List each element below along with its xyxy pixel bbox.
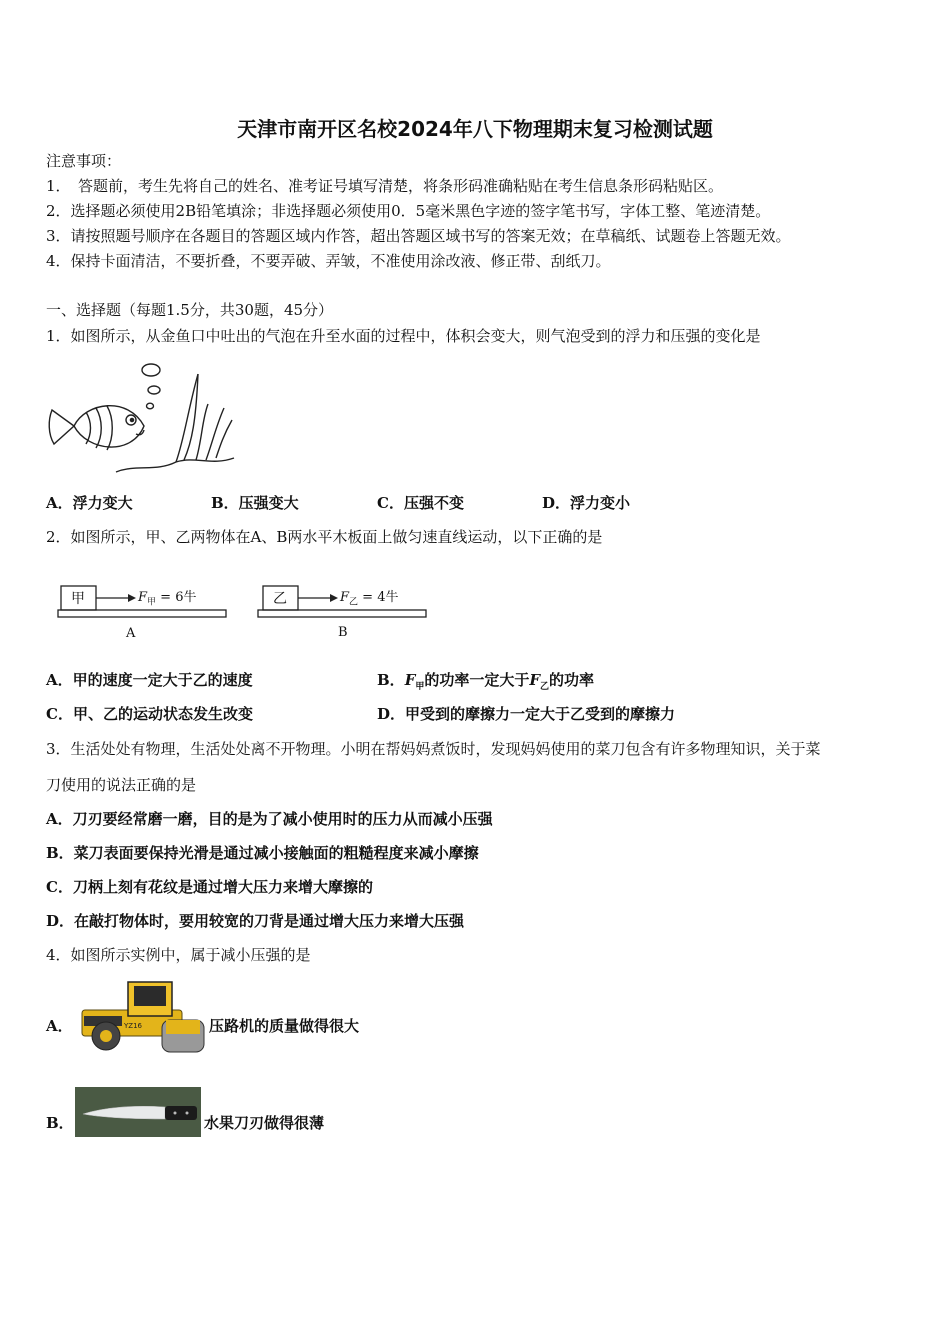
q3-stem-line1: 3．生活处处有物理，生活处处离不开物理。小明在帮妈妈煮饭时，发现妈妈使用的菜刀包含有许多物理知识，关于菜 — [46, 740, 821, 758]
fish-bubbles-figure — [46, 360, 246, 478]
section-heading: 一、选择题（每题1.5分，共30题，45分） — [46, 301, 334, 319]
q2-stem: 2．如图所示，甲、乙两物体在A、B两水平木板面上做匀速直线运动，以下正确的是 — [46, 528, 603, 546]
notice-item: 4．保持卡面清洁，不要折叠，不要弄破、弄皱，不准使用涂改液、修正带、刮纸刀。 — [46, 252, 611, 270]
q1-option-d[interactable]: D．浮力变小 — [542, 494, 631, 512]
q2-option-b[interactable]: B．$F_甲$的功率一定大于$F_乙$的功率 — [377, 671, 595, 692]
bubble-icon — [142, 364, 160, 376]
q2-option-a[interactable]: A．甲的速度一定大于乙的速度 — [46, 671, 253, 689]
bubble-icon — [148, 386, 160, 394]
q3-option-d[interactable]: D．在敲打物体时，要用较宽的刀背是通过增大压力来增大压强 — [46, 912, 465, 930]
q4-option-b-label[interactable]: B． — [46, 1114, 74, 1132]
q4-option-a-label[interactable]: A． — [46, 1017, 73, 1035]
notice-item: 2．选择题必须使用2B铅笔填涂；非选择题必须使用0．5毫米黑色字迹的签字笔书写，字体工整、笔迹清楚。 — [46, 202, 771, 220]
bubble-icon — [147, 403, 154, 409]
page-title: 天津市南开区名校2024年八下物理期末复习检测试题 — [237, 117, 713, 141]
notice-item: 1． 答题前，考生先将自己的姓名、准考证号填写清楚，将条形码准确粘贴在考生信息条形码粘贴区。 — [46, 177, 724, 195]
force-a-label: $F_甲 = 6$牛 — [138, 590, 197, 608]
q1-option-b[interactable]: B．压强变大 — [211, 494, 299, 512]
block-a-label: 甲 — [71, 591, 85, 607]
force-b-label: $F_乙 = 4$牛 — [340, 590, 399, 608]
q3-option-a[interactable]: A．刀刃要经常磨一磨，目的是为了减小使用时的压力从而减小压强 — [46, 810, 493, 828]
q1-stem: 1．如图所示，从金鱼口中吐出的气泡在升至水面的过程中，体积会变大，则气泡受到的浮力和压强的变化是 — [46, 327, 761, 345]
board-figure-a — [58, 584, 228, 644]
q2-option-c[interactable]: C．甲、乙的运动状态发生改变 — [46, 705, 253, 723]
notice-item: 3．请按照题号顺序在各题目的答题区域内作答，超出答题区域书写的答案无效；在草稿纸、试题卷上答题无效。 — [46, 227, 791, 245]
board-b-label: B — [338, 625, 348, 640]
block-b-label: 乙 — [273, 591, 287, 607]
q4-stem: 4．如图所示实例中，属于减小压强的是 — [46, 946, 311, 964]
q2-option-d[interactable]: D．甲受到的摩擦力一定大于乙受到的摩擦力 — [377, 705, 676, 723]
fruit-knife-image — [75, 1087, 201, 1137]
q3-option-b[interactable]: B．菜刀表面要保持光滑是通过减小接触面的粗糙程度来减小摩擦 — [46, 844, 479, 862]
notice-heading: 注意事项： — [46, 152, 122, 170]
board-a-label: A — [126, 626, 136, 641]
q4-option-b-text[interactable]: 水果刀刃做得很薄 — [204, 1114, 325, 1132]
board-figure-b — [258, 584, 428, 644]
road-roller-image — [80, 976, 206, 1054]
q1-option-c[interactable]: C．压强不变 — [377, 494, 464, 512]
roller-model-text: YZ16 — [124, 1022, 142, 1030]
q3-option-c[interactable]: C．刀柄上刻有花纹是通过增大压力来增大摩擦的 — [46, 878, 373, 896]
q1-option-a[interactable]: A．浮力变大 — [46, 494, 133, 512]
q4-option-a-text[interactable]: 压路机的质量做得很大 — [209, 1017, 360, 1035]
q3-stem-line2: 刀使用的说法正确的是 — [46, 776, 197, 794]
